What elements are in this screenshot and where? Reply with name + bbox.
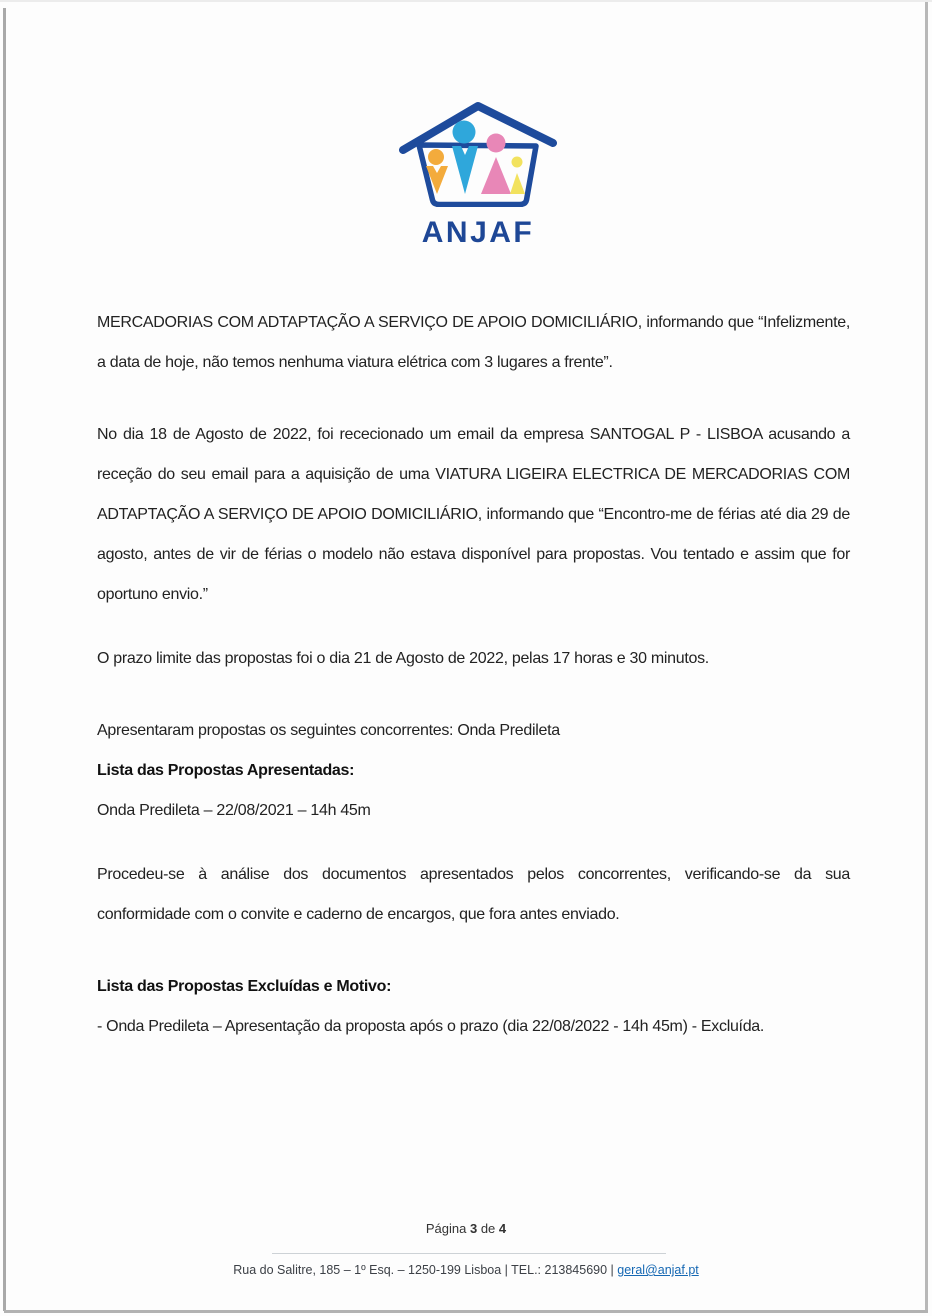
page-number-of-word: de (480, 1221, 496, 1236)
anjaf-logo (12, 101, 932, 250)
page-number-word: Página (425, 1221, 467, 1236)
footer-address-text: Rua do Salitre, 185 – 1º Esq. – 1250-199 Lisboa | TEL.: 213845690 | (233, 1263, 614, 1277)
paragraph-prazo-limite: O prazo limite das propostas foi o dia 21 de Agosto de 2022, pelas 17 horas e 30 minutos. (97, 650, 709, 667)
list-item-proposta-excluida: - Onda Predileta – Apresentação da proposta após o prazo (dia 22/08/2022 - 14h 45m) - Excluída. (97, 1018, 765, 1035)
footer-divider (272, 1253, 666, 1254)
logo-figure-adult-pink-icon (481, 134, 511, 195)
page-number-current: 3 (469, 1221, 478, 1236)
logo-org-name: ANJAF (421, 216, 535, 249)
page-edge-left (3, 8, 6, 1311)
heading-propostas-excluidas: Lista das Propostas Excluídas e Motivo: (97, 978, 392, 995)
heading-propostas-apresentadas: Lista das Propostas Apresentadas: (97, 762, 355, 779)
logo-figure-child-yellow-icon (510, 157, 525, 195)
page-number-total: 4 (498, 1221, 507, 1236)
list-item-proposta-apresentada: Onda Predileta – 22/08/2021 – 14h 45m (97, 802, 371, 819)
footer-email-link[interactable]: geral@anjaf.pt (617, 1263, 699, 1277)
page-edge-top (0, 0, 932, 2)
paragraph-santogal-email: No dia 18 de Agosto de 2022, foi rececionado um email da empresa SANTOGAL P - LISBOA acusando a receção do seu email para a aquisição de uma VIATURA LIGEIRA ELECTRICA DE MERCADORIAS COM ADTAPTAÇÃO A SERVIÇO DE APOIO DOMICILIÁRIO, informando que “Encontro-me de férias até dia 29 de agosto, antes de vir de férias o modelo não estava disponível para propostas. Vou tentado e assim que for oportuno envio.” (97, 426, 850, 603)
paragraph-analise-documentos: Procedeu-se à análise dos documentos apresentados pelos concorrentes, verificando-se da sua conformidade com o convite e caderno de encargos, que fora antes enviado. (97, 866, 850, 923)
anjaf-house-logo-icon (399, 101, 557, 207)
document-body (97, 303, 850, 1047)
paragraph-mercadorias-intro: MERCADORIAS COM ADTAPTAÇÃO A SERVIÇO DE APOIO DOMICILIÁRIO, informando que “Infelizmente, a data de hoje, não temos nenhuma viatura elétrica com 3 lugares a frente”. (97, 314, 850, 371)
page-edge-bottom (4, 1310, 928, 1313)
logo-figure-adult-blue-icon (452, 121, 478, 195)
paragraph-concorrentes: Apresentaram propostas os seguintes concorrentes: Onda Predileta (97, 722, 560, 739)
page-number (0, 1221, 932, 1236)
footer-address (0, 1263, 932, 1277)
